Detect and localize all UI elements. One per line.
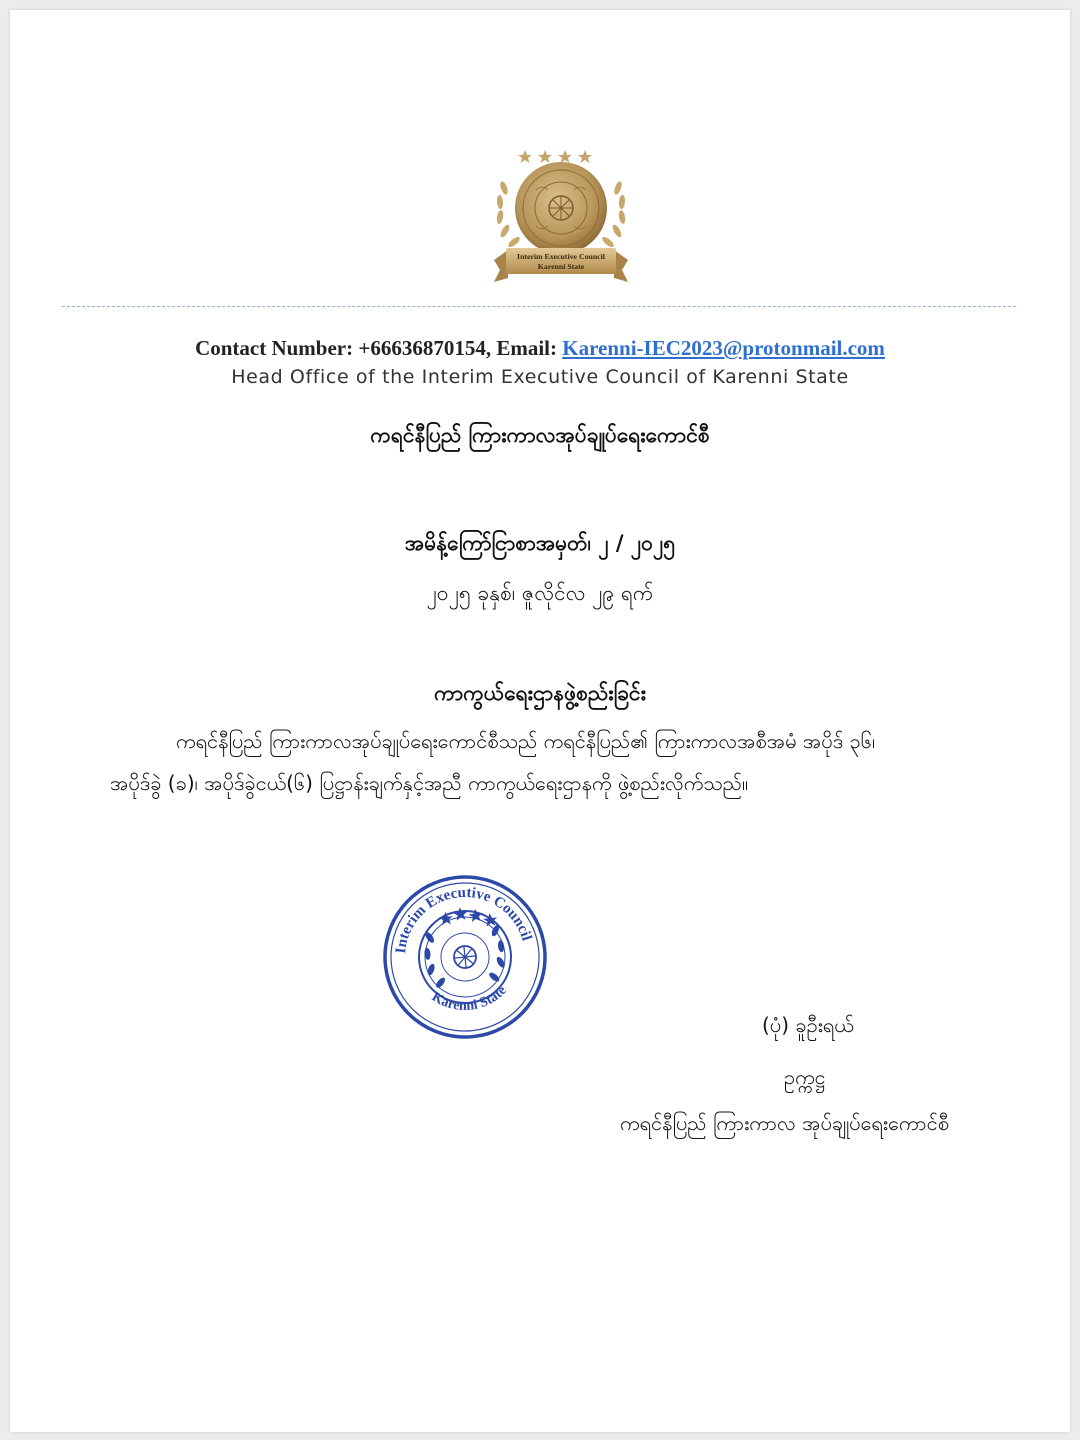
order-date: ၂၀၂၅ ခုနှစ်၊ ဇူလိုင်လ ၂၉ ရက် xyxy=(426,581,654,605)
seal-icon xyxy=(372,864,559,1051)
council-emblem-logo xyxy=(486,138,636,288)
emblem-icon xyxy=(486,138,636,288)
stars-icon xyxy=(518,150,592,163)
signatory-name: (ပုံ) ခူဦးရယ် xyxy=(762,1013,854,1037)
organization-title: ကရင်နီပြည် ကြားကာလအုပ်ချုပ်ရေးကောင်စီ xyxy=(370,423,710,447)
header-divider xyxy=(62,306,1016,307)
signatory-organization: ကရင်နီပြည် ကြားကာလ အုပ်ချုပ်ရေးကောင်စီ xyxy=(620,1111,949,1135)
ribbon-line2: Karenni State xyxy=(537,262,585,271)
contact-line xyxy=(10,336,1070,361)
contact-text: Contact Number: +66636870154, Email: xyxy=(195,336,563,360)
order-number: အမိန့်ကြော်ငြာစာအမှတ်၊ ၂ / ၂၀၂၅ xyxy=(404,531,676,555)
signatory-title: ဥက္ကဋ္ဌ xyxy=(784,1065,826,1089)
stamp-bottom-text: Karenni State xyxy=(428,983,510,1015)
ribbon-line1: Interim Executive Council xyxy=(517,252,605,261)
email-link[interactable]: Karenni-IEC2023@protonmail.com xyxy=(562,336,885,360)
document-page xyxy=(10,10,1070,1432)
official-stamp xyxy=(372,864,559,1051)
svg-text:Karenni State xyxy=(428,982,512,1018)
order-subject: ကာကွယ်ရေးဌာနဖွဲ့စည်းခြင်း xyxy=(434,681,646,705)
body-paragraph-line2: အပိုဒ်ခွဲ (ခ)၊ အပိုဒ်ခွဲငယ်(၆) ပြဋ္ဌာန်းချက်နှင့်အညီ ကာကွယ်ရေးဌာနကို ဖွဲ့စည်းလိုက်သည်။ xyxy=(110,771,749,795)
stamp-top-text: Interim Executive Council xyxy=(393,884,535,955)
head-office-line: Head Office of the Interim Executive Council of Karenni State xyxy=(231,366,849,388)
body-paragraph-line1: ကရင်နီပြည် ကြားကာလအုပ်ချုပ်ရေးကောင်စီသည် ကရင်နီပြည်၏ ကြားကာလအစီအမံ အပိုဒ် ၃၆၊ xyxy=(176,729,876,753)
